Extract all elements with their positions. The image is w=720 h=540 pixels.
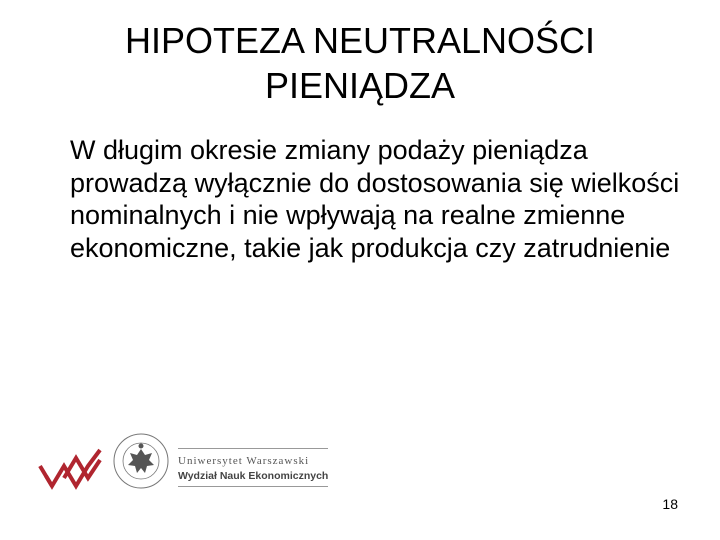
- university-wordmark: [178, 448, 328, 487]
- slide-body-text: W długim okresie zmiany podaży pieniądza prowadzą wyłącznie do dostosowania się wielkości nominalnych i nie wpływają na realne zmienne ekonomiczne, takie jak produkcja czy zatrudnienie: [70, 135, 680, 263]
- faculty-logo-icon: [38, 446, 104, 492]
- faculty-name: Wydział Nauk Ekonomicznych: [178, 470, 329, 482]
- page-number: 18: [662, 496, 678, 512]
- university-seal-icon: [112, 432, 170, 490]
- university-name: Uniwersytet Warszawski: [178, 455, 310, 467]
- slide-title: HIPOTEZA NEUTRALNOŚCI PIENIĄDZA: [124, 20, 596, 106]
